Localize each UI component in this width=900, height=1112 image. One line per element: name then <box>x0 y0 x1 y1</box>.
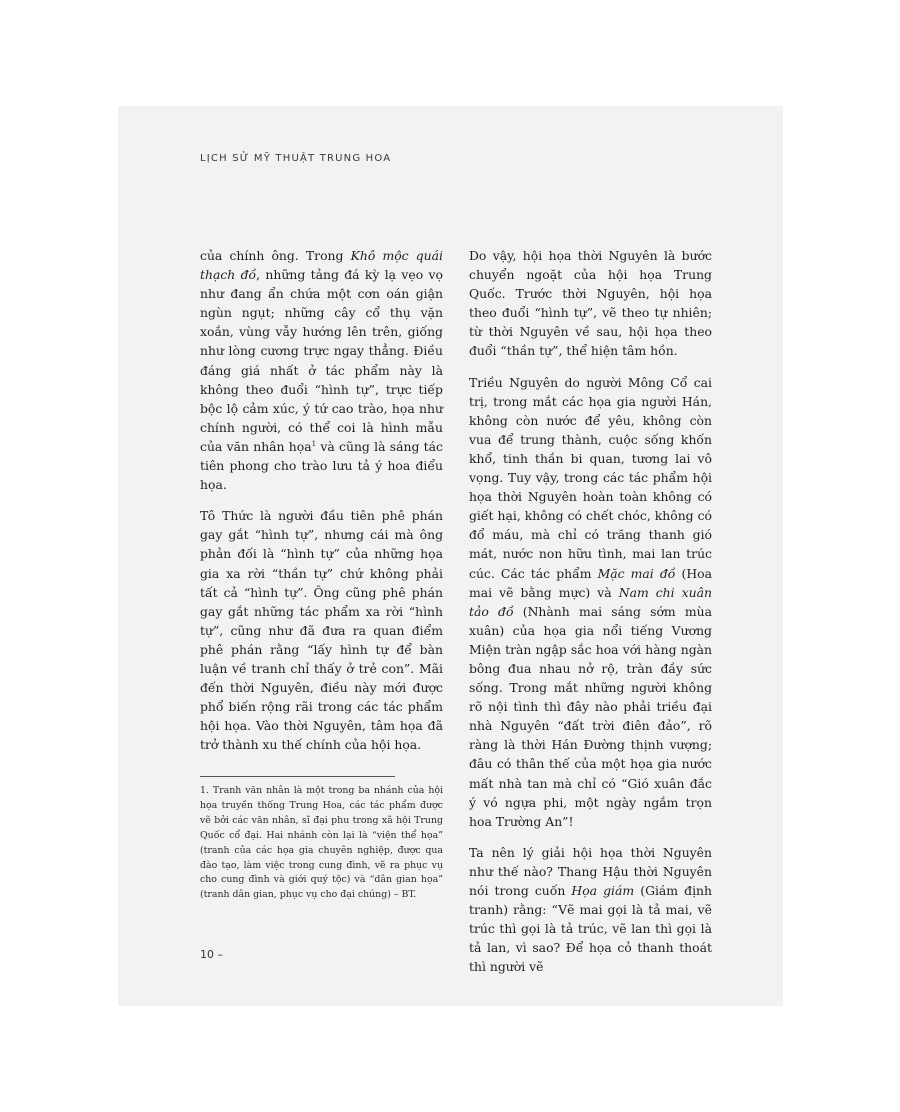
book-page <box>118 106 783 1006</box>
text-run: Ta nên lý giải hội họa thời Nguyên như thế nào? Thang Hậu thời Nguyên nói trong cuốn <box>469 844 712 898</box>
text-run: , những tảng đá kỳ lạ vẹo vọ như đang ẩn chứa một cơn oán giận ngùn ngụt; những cây cổ thụ vặn xoắn, vùng vẫy hướng lên trên, giống như lòng cương trực ngay thẳng. Điều đáng giá nhất ở tác phẩm này là không theo đuổi “hình tự”, trực tiếp bộc lộ cảm xúc, ý tứ cao trào, họa như chính người, có thể coi là hình mẫu của văn nhân họa <box>200 267 443 454</box>
paragraph: Do vậy, hội họa thời Nguyên là bước chuyển ngoặt của hội họa Trung Quốc. Trước thời Nguyên, hội họa theo đuổi “hình tự”, vẽ theo tự nhiên; từ thời Nguyên về sau, hội họa theo đuổi “thần tự”, thể hiện tâm hồn. <box>469 248 712 359</box>
left-column <box>200 246 443 766</box>
paragraph: Tô Thức là người đầu tiên phê phán gay gắt “hình tự”, nhưng cái mà ông phản đối là “hình tự” của những họa gia xa rời “thần tự” chứ không phải tất cả “hình tự”. Ông cũng phê phán gay gắt những tác phẩm xa rời “hình tự”, cũng như đã đưa ra quan điểm phê phán rằng “lấy hình tự để bàn luận về tranh chỉ thấy ở trẻ con”. Mãi đến thời Nguyên, điều này mới được phổ biến rộng rãi trong các tác phẩm hội họa. Vào thời Nguyên, tâm họa đã trở thành xu thế chính của hội họa. <box>200 508 443 753</box>
footnote-text: 1. Tranh văn nhân là một trong ba nhánh của hội họa truyền thống Trung Hoa, các tác phẩm được vẽ bởi các văn nhân, sĩ đại phu trong xã hội Trung Quốc cổ đại. Hai nhánh còn lại là “viện thể họa” (tranh của các họa gia chuyên nghiệp, được qua đào tạo, làm việc trong cung đình, vẽ ra phục vụ cho cung đình và giới quý tộc) và “dân gian họa” (tranh dân gian, phục vụ cho đại chúng) – BT. <box>200 785 443 901</box>
running-header: LỊCH SỬ MỸ THUẬT TRUNG HOA <box>200 153 392 164</box>
right-column <box>469 246 712 988</box>
footnote <box>200 784 443 903</box>
artwork-title: Mặc mai đồ <box>597 565 676 581</box>
text-run: và cũng là sáng tác tiên phong cho trào lưu tả ý hoa điểu họa. <box>200 438 443 493</box>
artwork-title: Nam chi xuân tảo đồ <box>469 584 712 619</box>
text-run: (Giám định tranh) rằng: “Vẽ mai gọi là tả mai, vẽ trúc thì gọi là tả trúc, vẽ lan thì gọi là tả lan, vì sao? Để họa cỏ thanh thoát thì người vẽ <box>469 883 712 975</box>
text-run: (Nhành mai sáng sớm mùa xuân) của họa gia nổi tiếng Vương Miện tràn ngập sắc hoa với hàng ngàn bông đua nhau nở rộ, tràn đầy sức sống. Trong mắt những người không rõ nội tình thì đây nào phải triều đại nhà Nguyên “đất trời điên đảo”, rõ ràng là thời Hán Đường thịnh vượng; đâu có thân thế của một họa gia nước mất nhà tan mà chỉ có “Gió xuân đắc ý vó ngựa phi, một ngày ngắm trọn hoa Trường An”! <box>469 603 712 829</box>
footnote-marker: 1 <box>311 439 317 448</box>
text-run: (Hoa mai vẽ bằng mực) và <box>469 565 712 600</box>
paragraph <box>200 246 443 494</box>
text-run: Triều Nguyên do người Mông Cổ cai trị, trong mắt các họa gia người Hán, không còn nước để yêu, không còn vua để trung thành, cuộc sống khốn khổ, tinh thần bi quan, tương lai vô vọng. Tuy vậy, trong các tác phẩm hội họa thời Nguyên hoàn toàn không có giết hại, không có chết chóc, không có đổ máu, mà chỉ có trăng thanh gió mát, nước non hữu tình, mai lan trúc cúc. Các tác phẩm <box>469 374 712 581</box>
footnote-divider <box>200 776 395 777</box>
book-title: Họa giám <box>571 883 635 898</box>
paragraph <box>469 843 712 977</box>
page-number: 10 – <box>200 948 223 961</box>
text-run: của chính ông. Trong <box>200 248 351 263</box>
artwork-title: Khô mộc quái thạch đồ <box>200 248 444 283</box>
paragraph <box>469 373 712 831</box>
